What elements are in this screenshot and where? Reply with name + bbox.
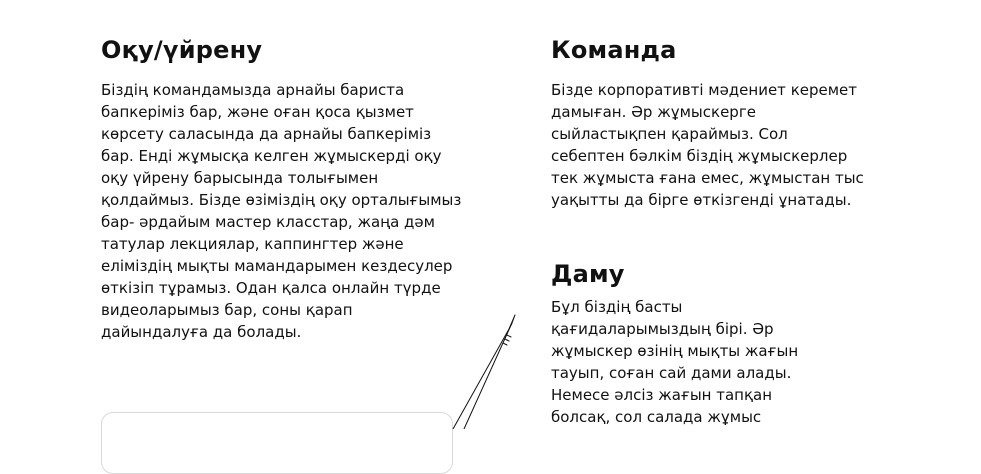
development-text-line: Бұл біздің басты (551, 298, 683, 316)
development-text-line: жұмыскер өзінің мықты жағын (551, 342, 799, 360)
learning-text-line: еліміздің мықты мамандарымен кездесулер (101, 257, 453, 275)
learning-text-line: оқу үйрену барысында толығымен (101, 169, 379, 187)
team-text-line: уақытты да бірге өткізгенді ұнатады. (551, 191, 852, 209)
learning-text-line: бапкеріміз бар, және оған қоса қызмет (101, 103, 414, 121)
learning-text-line: өткізіп тұрамыз. Одан қалса онлайн түрде (101, 279, 441, 297)
development-title: Даму (551, 260, 625, 288)
team-title: Команда (551, 36, 677, 64)
development-text-line: тауып, соған сай дами алады. (551, 364, 792, 382)
learning-text-line: видеоларымыз бар, соны қарап (101, 301, 353, 319)
team-text-line: себептен бәлкім біздің жұмыскерлер (551, 147, 848, 165)
learning-text-line: қолдаймыз. Бізде өзіміздің оқу орталығымыз (101, 191, 462, 209)
team-text-line: дамыған. Әр жұмыскерге (551, 103, 756, 121)
learning-text-line: көрсету саласында да арнайы бапкеріміз (101, 125, 432, 143)
learning-text-line: бар- әрдайым мастер класстар, жаңа дәм (101, 213, 435, 231)
learning-text-line: Біздің командамызда арнайы бариста (101, 81, 405, 99)
development-text-line: болсақ, сол салада жұмыс (551, 408, 762, 426)
team-text-line: Бізде корпоративті мәдениет керемет (551, 81, 858, 99)
learning-text-line: бар. Енді жұмысқа келген жұмыскерді оқу (101, 147, 442, 165)
learning-title: Оқу/үйрену (101, 36, 263, 64)
team-text-line: тек жұмыста ғана емес, жұмыстан тыс (551, 169, 864, 187)
learning-text-line: татулар лекциялар, каппингтер және (101, 235, 404, 253)
development-text-line: Немесе әлсіз жағын тапқан (551, 386, 773, 404)
learning-text-line: дайындалуға да болады. (101, 323, 302, 341)
team-text-line: сыйластықпен қараймыз. Сол (551, 125, 788, 143)
development-text-line: қағидаларымыздың бірі. Әр (551, 320, 774, 338)
